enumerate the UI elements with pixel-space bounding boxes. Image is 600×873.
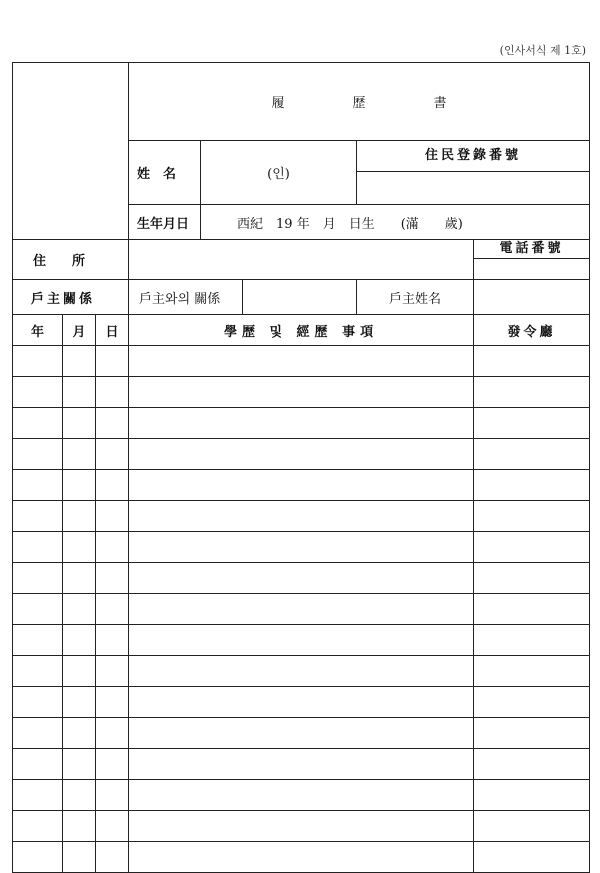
history-row — [13, 749, 590, 780]
history-item-cell[interactable] — [129, 563, 474, 594]
history-year-cell[interactable] — [13, 625, 63, 656]
history-year-cell[interactable] — [13, 687, 63, 718]
history-item-cell[interactable] — [129, 377, 474, 408]
history-day-cell[interactable] — [96, 749, 129, 780]
history-row — [13, 470, 590, 501]
history-office-cell[interactable] — [474, 718, 590, 749]
history-item-cell[interactable] — [129, 656, 474, 687]
history-day-cell[interactable] — [96, 780, 129, 811]
title-char: 書 — [433, 96, 447, 111]
history-row — [13, 439, 590, 470]
history-day-cell[interactable] — [96, 439, 129, 470]
history-year-cell[interactable] — [13, 780, 63, 811]
history-rows — [13, 346, 590, 873]
history-day-cell[interactable] — [96, 532, 129, 563]
history-month-cell[interactable] — [63, 532, 96, 563]
history-day-cell[interactable] — [96, 563, 129, 594]
history-item-cell[interactable] — [129, 687, 474, 718]
history-day-cell[interactable] — [96, 656, 129, 687]
title-char: 歷 — [352, 96, 366, 111]
history-office-cell[interactable] — [474, 501, 590, 532]
history-year-cell[interactable] — [13, 656, 63, 687]
photo-box[interactable] — [13, 63, 129, 240]
phone-label: 電話番號 — [474, 240, 589, 259]
history-row — [13, 842, 590, 873]
history-item-cell[interactable] — [129, 594, 474, 625]
history-office-cell[interactable] — [474, 687, 590, 718]
history-office-cell[interactable] — [474, 625, 590, 656]
history-month-cell[interactable] — [63, 501, 96, 532]
history-month-cell[interactable] — [63, 625, 96, 656]
history-row — [13, 780, 590, 811]
history-row — [13, 563, 590, 594]
history-item-cell[interactable] — [129, 625, 474, 656]
history-month-cell[interactable] — [63, 718, 96, 749]
head-relation-label: 戶主關係 — [13, 280, 129, 315]
history-month-cell[interactable] — [63, 470, 96, 501]
history-year-cell[interactable] — [13, 470, 63, 501]
history-month-cell[interactable] — [63, 780, 96, 811]
history-day-cell[interactable] — [96, 377, 129, 408]
birth-date-field[interactable]: 西紀 19 年 月 日生 (滿 歲) — [201, 205, 590, 240]
history-month-cell[interactable] — [63, 439, 96, 470]
history-office-cell[interactable] — [474, 408, 590, 439]
history-day-cell[interactable] — [96, 470, 129, 501]
history-item-cell[interactable] — [129, 501, 474, 532]
history-month-cell[interactable] — [63, 749, 96, 780]
history-row — [13, 594, 590, 625]
history-day-cell[interactable] — [96, 346, 129, 377]
history-row — [13, 687, 590, 718]
relation-with-head-label: 戶主와의 關係 — [129, 280, 243, 315]
office-header: 發令廳 — [474, 315, 590, 346]
history-office-cell[interactable] — [474, 532, 590, 563]
day-header: 日 — [96, 315, 129, 346]
year-header: 年 — [13, 315, 63, 346]
history-day-cell[interactable] — [96, 594, 129, 625]
birth-date-label: 生年月日 — [129, 205, 201, 240]
history-year-cell[interactable] — [13, 501, 63, 532]
history-item-cell[interactable] — [129, 439, 474, 470]
history-item-cell[interactable] — [129, 532, 474, 563]
history-day-cell[interactable] — [96, 842, 129, 873]
history-item-header: 學歷 및 經歷 事項 — [129, 315, 474, 346]
history-item-cell[interactable] — [129, 408, 474, 439]
history-year-cell[interactable] — [13, 594, 63, 625]
history-row — [13, 656, 590, 687]
history-month-cell[interactable] — [63, 563, 96, 594]
history-office-cell[interactable] — [474, 594, 590, 625]
history-year-cell[interactable] — [13, 811, 63, 842]
history-item-cell[interactable] — [129, 780, 474, 811]
history-item-cell[interactable] — [129, 718, 474, 749]
head-name-field[interactable] — [474, 280, 590, 315]
address-field[interactable] — [129, 240, 474, 280]
history-day-cell[interactable] — [96, 718, 129, 749]
history-month-cell[interactable] — [63, 811, 96, 842]
history-day-cell[interactable] — [96, 408, 129, 439]
history-day-cell[interactable] — [96, 687, 129, 718]
history-row — [13, 625, 590, 656]
history-office-cell[interactable] — [474, 470, 590, 501]
history-month-cell[interactable] — [63, 687, 96, 718]
resident-number-label: 住民登錄番號 — [357, 141, 589, 172]
form-code: (인사서식 제 1호) — [499, 44, 586, 57]
address-label: 住 所 — [13, 240, 129, 280]
history-office-cell[interactable] — [474, 842, 590, 873]
history-year-cell[interactable] — [13, 563, 63, 594]
relation-with-head-field[interactable] — [243, 280, 357, 315]
seal-mark: (인) — [267, 167, 290, 182]
history-office-cell[interactable] — [474, 780, 590, 811]
title-char: 履 — [271, 96, 285, 111]
history-item-cell[interactable] — [129, 470, 474, 501]
history-office-cell[interactable] — [474, 749, 590, 780]
history-row — [13, 346, 590, 377]
history-office-cell[interactable] — [474, 811, 590, 842]
history-item-cell[interactable] — [129, 346, 474, 377]
month-header: 月 — [63, 315, 96, 346]
history-row — [13, 532, 590, 563]
history-item-cell[interactable] — [129, 842, 474, 873]
resident-number-field[interactable] — [357, 172, 589, 204]
resume-form — [12, 62, 590, 873]
history-day-cell[interactable] — [96, 625, 129, 656]
history-office-cell[interactable] — [474, 439, 590, 470]
history-year-cell[interactable] — [13, 346, 63, 377]
history-row — [13, 718, 590, 749]
name-field[interactable] — [201, 141, 357, 205]
history-month-cell[interactable] — [63, 377, 96, 408]
history-year-cell[interactable] — [13, 749, 63, 780]
history-month-cell[interactable] — [63, 408, 96, 439]
history-day-cell[interactable] — [96, 501, 129, 532]
name-label: 姓 名 — [129, 141, 201, 205]
history-month-cell[interactable] — [63, 594, 96, 625]
history-item-cell[interactable] — [129, 749, 474, 780]
history-office-cell[interactable] — [474, 377, 590, 408]
form-title — [129, 63, 590, 141]
history-month-cell[interactable] — [63, 346, 96, 377]
history-row — [13, 811, 590, 842]
phone-field[interactable] — [474, 259, 589, 279]
history-row — [13, 408, 590, 439]
history-year-cell[interactable] — [13, 408, 63, 439]
history-office-cell[interactable] — [474, 563, 590, 594]
history-year-cell[interactable] — [13, 377, 63, 408]
resident-number-block — [357, 141, 590, 205]
history-year-cell[interactable] — [13, 842, 63, 873]
history-row — [13, 377, 590, 408]
history-office-cell[interactable] — [474, 656, 590, 687]
history-day-cell[interactable] — [96, 811, 129, 842]
history-month-cell[interactable] — [63, 656, 96, 687]
history-row — [13, 501, 590, 532]
history-year-cell[interactable] — [13, 439, 63, 470]
history-item-cell[interactable] — [129, 811, 474, 842]
history-month-cell[interactable] — [63, 842, 96, 873]
history-year-cell[interactable] — [13, 532, 63, 563]
head-name-label: 戶主姓名 — [357, 280, 474, 315]
phone-block — [474, 240, 590, 280]
history-office-cell[interactable] — [474, 346, 590, 377]
history-year-cell[interactable] — [13, 718, 63, 749]
